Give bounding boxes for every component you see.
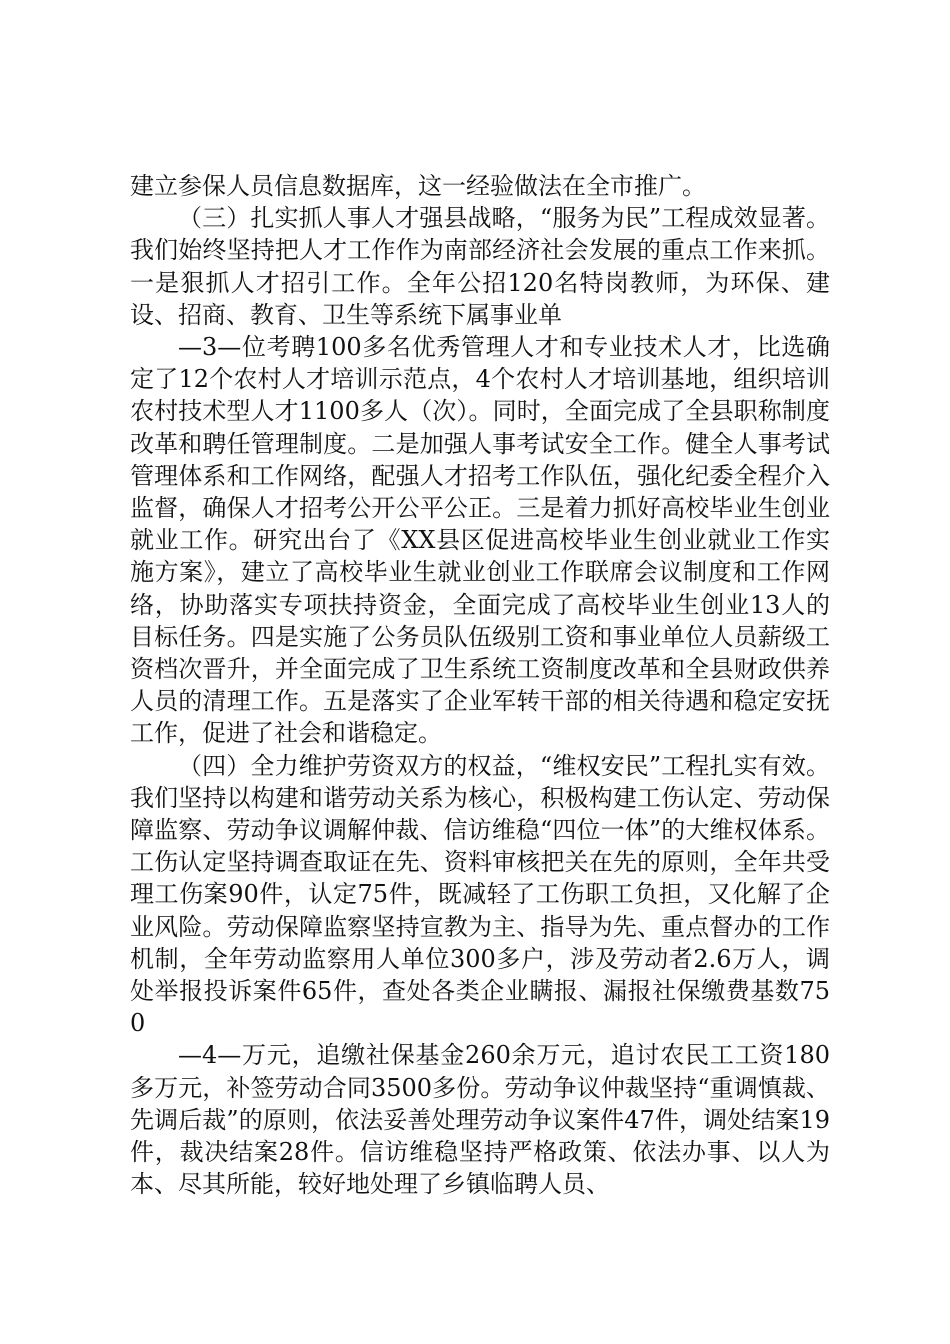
paragraph-page-3-continuation: —3—位考聘100多名优秀管理人才和专业技术人才，比选确定了12个农村人才培训示范点，4个农村人才培训基地，组织培训农村技术型人才1100多人（次）。同时，全面完成了全县职称制度改革和聘任管理制度。二是加强人事考试安全工作。健全人事考试管理体系和工作网络，配强人才招考工作队伍，强化纪委全程介入监督，确保人才招考公开公平公正。三是着力抓好高校毕业生创业就业工作。研究出台了《XX县区促进高校毕业生创业就业工作实施方案》，建立了高校毕业生就业创业工作联席会议制度和工作网络，协助落实专项扶持资金，全面完成了高校毕业生创业13人的目标任务。四是实施了公务员队伍级别工资和事业单位人员薪级工资档次晋升，并全面完成了卫生系统工资制度改革和全县财政供养人员的清理工作。五是落实了企业军转干部的相关待遇和稳定安抚工作，促进了社会和谐稳定。 [130,333,830,748]
document-body [130,170,830,1201]
paragraph-section-3: （三）扎实抓人事人才强县战略，“服务为民”工程成效显著。我们始终坚持把人才工作作为南部经济社会发展的重点工作来抓。一是狠抓人才招引工作。全年公招120名特岗教师，为环保、建设、招商、教育、卫生等系统下属事业单 [130,204,830,329]
paragraph-continuation: 建立参保人员信息数据库，这一经验做法在全市推广。 [130,172,706,200]
paragraph-page-4-continuation: —4—万元，追缴社保基金260余万元，追讨农民工工资180多万元，补签劳动合同3500多份。劳动争议仲裁坚持“重调慎裁、先调后裁”的原则，依法妥善处理劳动争议案件47件，调处结案19件，裁决结案28件。信访维稳坚持严格政策、依法办事、以人为本、尽其所能，较好地处理了乡镇临聘人员、 [130,1041,830,1199]
paragraph-section-4: （四）全力维护劳资双方的权益，“维权安民”工程扎实有效。我们坚持以构建和谐劳动关系为核心，积极构建工伤认定、劳动保障监察、劳动争议调解仲裁、信访维稳“四位一体”的大维权体系。工伤认定坚持调查取证在先、资料审核把关在先的原则，全年共受理工伤案90件，认定75件，既减轻了工伤职工负担，又化解了企业风险。劳动保障监察坚持宣教为主、指导为先、重点督办的工作机制，全年劳动监察用人单位300多户，涉及劳动者2.6万人，调处举报投诉案件65件，查处各类企业瞒报、漏报社保缴费基数750 [130,751,830,1038]
